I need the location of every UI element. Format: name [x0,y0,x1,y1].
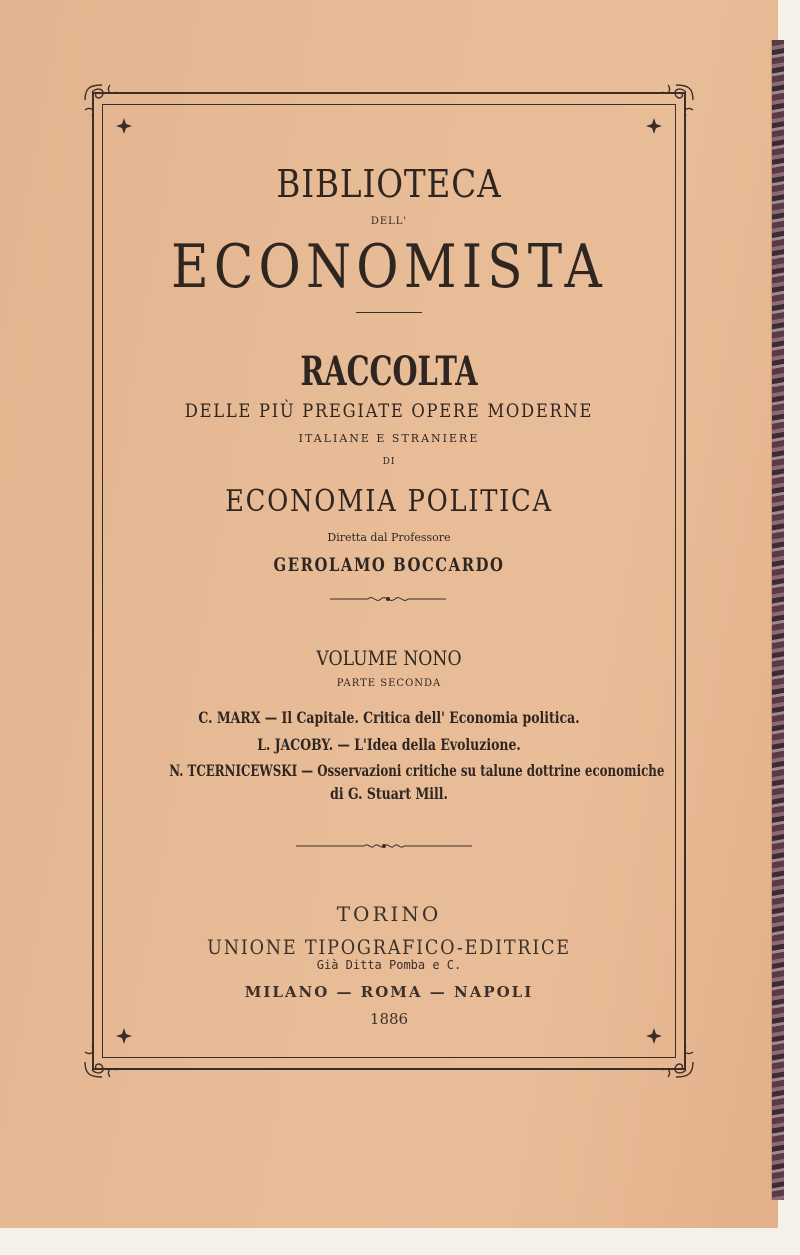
marbled-book-edge [771,40,784,1200]
collection-description-line-2: ITALIANE E STRANIERE [298,432,480,445]
series-title-biblioteca: BIBLIOTECA [276,162,502,206]
editor-name: GEROLAMO BOCCARDO [273,554,505,576]
publisher-note: Già Ditta Pomba e C. [316,958,462,972]
contents-line-1: C. MARX — Il Capitale. Critica dell' Economia politica. [198,708,580,727]
collection-connector-di: DI [382,457,396,467]
short-divider-rule [356,312,422,313]
collection-description-line-1: DELLE PIÙ PREGIATE OPERE MODERNE [184,400,594,422]
branch-cities: MILANO — ROMA — NAPOLI [244,983,534,1001]
volume-label: VOLUME NONO [316,646,462,670]
publication-year: 1886 [369,1010,409,1028]
flourish-divider-icon [328,590,448,602]
contents-line-4: di G. Stuart Mill. [330,784,448,803]
subject-title: ECONOMIA POLITICA [225,484,553,519]
series-connector-dell: DELL' [370,216,408,227]
contents-line-2: L. JACOBY. — L'Idea della Evoluzione. [257,735,521,754]
publisher-name: UNIONE TIPOGRAFICO-EDITRICE [207,935,571,959]
corner-ornament-top-left-icon [80,80,150,150]
corner-ornament-top-right-icon [628,80,698,150]
direction-line: Diretta dal Professore [327,531,451,544]
part-label: PARTE SECONDA [336,678,442,689]
flourish-divider-lower-icon [294,837,474,849]
series-title-economista: ECONOMISTA [171,232,607,302]
contents-line-3: N. TCERNICEWSKI — Osservazioni critiche su talune dottrine economiche [169,761,665,780]
collection-heading: RACCOLTA [300,348,478,395]
city-name: TORINO [336,902,442,926]
